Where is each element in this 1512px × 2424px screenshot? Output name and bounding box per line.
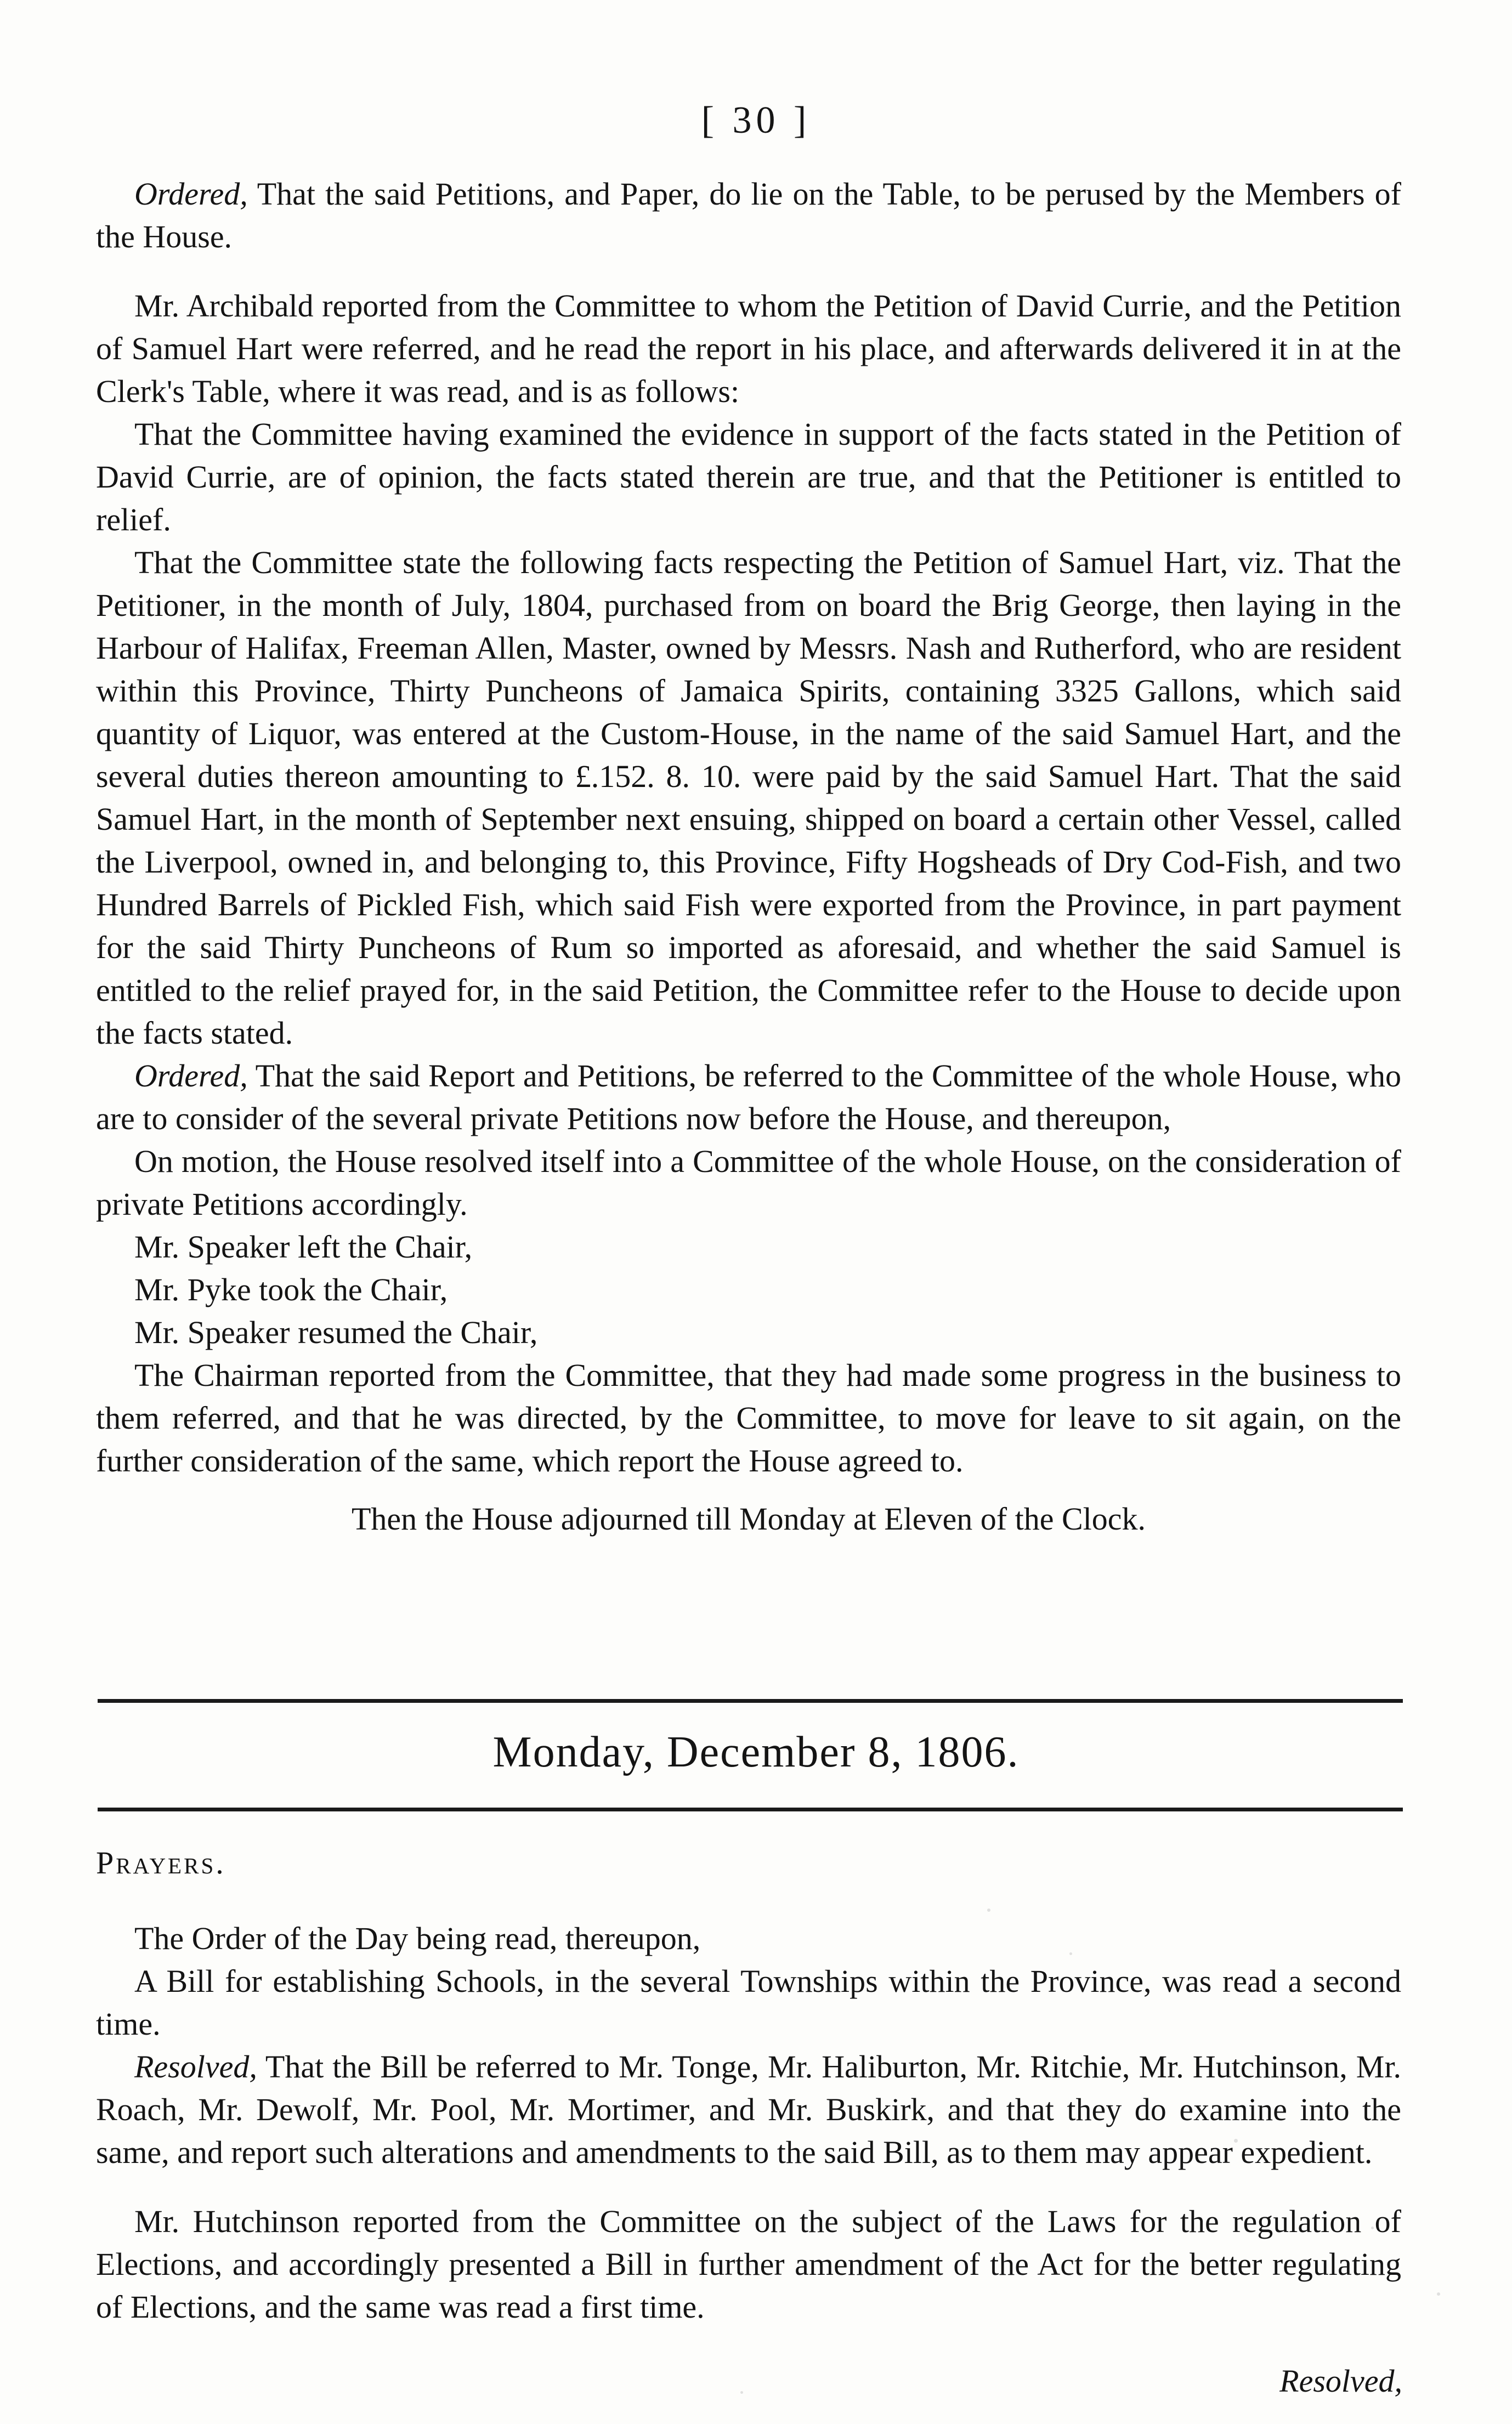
paragraph-currie-finding: That the Committee having examined the evidence in support of the facts stated in the Petition of David Currie, are of opinion, the facts stated therein are true, and that the Petitioner is entitled to relief. [96,416,1401,537]
paragraph-text: That the Bill be referred to Mr. Tonge, Mr. Haliburton, Mr. Ritchie, Mr. Hutchinson, Mr. Roach, Mr. Dewolf, Mr. Pool, Mr. Mortimer, and Mr. Buskirk, and that they do examine into the same, and report such alterations and amendments to the said Bill, as to them may appear expedient. [96,2049,1401,2170]
paragraph-speaker-left: Mr. Speaker left the Chair, [134,1229,473,1265]
scan-speck [987,1908,990,1912]
scan-speck [1069,1952,1072,1955]
paragraph-chairman-report: The Chairman reported from the Committee, that they had made some progress in the business to them referred, and that he was directed, by the Committee, to move for leave to sit again, on the further consideration of the same, which report the House agreed to. [96,1357,1401,1479]
scan-speck [1234,2139,1238,2143]
resolved-label: Resolved, [134,2049,257,2085]
top-text-block [96,173,1401,1541]
paragraph-hart-facts: That the Committee state the following facts respecting the Petition of Samuel Hart, viz. That the Petitioner, in the month of July, 1804, purchased from on board the Brig George, then laying in the Harbour of Halifax, Freeman Allen, Master, owned by Messrs. Nash and Rutherford, who are resident within this Province, Thirty Puncheons of Jamaica Spirits, containing 3325 Gallons, which said quantity of Liquor, was entered at the Custom-House, in the name of the said Samuel Hart, and the several duties thereon amounting to £.152. 8. 10. were paid by the said Samuel Hart. That the said Samuel Hart, in the month of September next ensuing, shipped on board a certain other Vessel, called the Liverpool, owned in, and belonging to, this Province, Fifty Hogsheads of Dry Cod-Fish, and two Hundred Barrels of Pickled Fish, which said Fish were exported from the Province, in part payment for the said Thirty Puncheons of Rum so imported as aforesaid, and whether the said Samuel is entitled to the relief prayed for, in the said Petition, the Committee refer to the House to decide upon the facts stated. [96,545,1401,1051]
scan-speck [740,2391,743,2394]
scan-speck [1437,2292,1440,2296]
page-number: [ 30 ] [701,99,811,141]
paragraph-resolved-committee [96,2046,1401,2174]
paragraph-ordered-petitions [96,173,1401,258]
ordered-label: Ordered, [134,176,248,212]
paragraph-schools-bill: A Bill for establishing Schools, in the several Townships within the Province, was read a second time. [96,1963,1401,2042]
paragraph-pyke-chair: Mr. Pyke took the Chair, [134,1272,448,1307]
date-heading: Monday, December 8, 1806. [492,1728,1020,1776]
paragraph-adjourned: Then the House adjourned till Monday at Eleven of the Clock. [351,1501,1146,1537]
divider-top [98,1699,1403,1703]
bottom-text-block [96,1842,1401,2329]
scan-speck [1371,2227,1374,2229]
paragraph-motion: On motion, the House resolved itself into a Committee of the whole House, on the consideration of private Petitions accordingly. [96,1143,1401,1222]
paragraph-ordered-report [96,1055,1401,1140]
paragraph-text: That the said Petitions, and Paper, do lie on the Table, to be perused by the Members of the House. [96,176,1401,254]
paragraph-order-of-day: The Order of the Day being read, thereupon, [134,1921,701,1956]
divider-bottom [98,1808,1403,1811]
paragraph-speaker-resumed: Mr. Speaker resumed the Chair, [134,1315,538,1350]
paragraph-text: That the said Report and Petitions, be referred to the Committee of the whole House, who are to consider of the several private Petitions now before the House, and thereupon, [96,1058,1401,1136]
paragraph-elections-bill: Mr. Hutchinson reported from the Committee on the subject of the Laws for the regulation of Elections, and accordingly presented a Bill in further amendment of the Act for the better regulating of Elections, and the same was read a first time. [96,2204,1401,2325]
catchword: Resolved, [1279,2363,1402,2399]
prayers-label: Prayers. [96,1845,226,1881]
paragraph-archibald-report: Mr. Archibald reported from the Committee to whom the Petition of David Currie, and the Petition of Samuel Hart were referred, and he read the report in his place, and afterwards delivered it in at the Clerk's Table, where it was read, and is as follows: [96,288,1401,409]
ordered-label: Ordered, [134,1058,248,1094]
